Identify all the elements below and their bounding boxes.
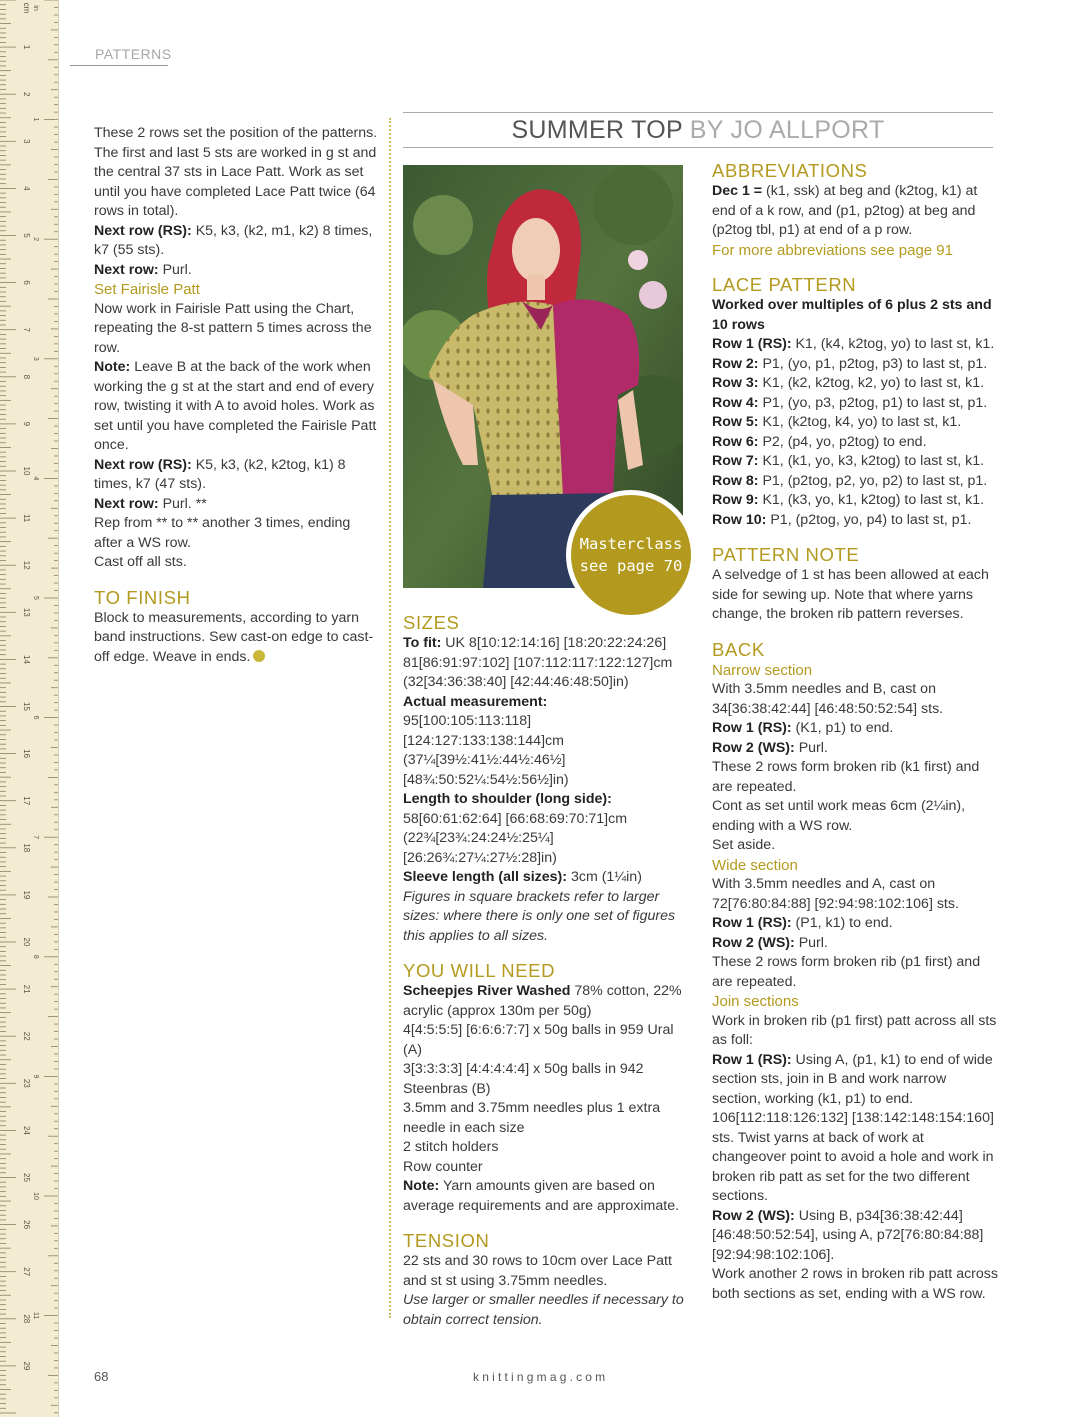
paragraph: Next row (RS): K5, k3, (k2, k2tog, k1) 8 times, k7 (47 sts). [94, 456, 346, 492]
paragraph: Row 2 (WS): Purl. [712, 934, 828, 951]
paragraph: Dec 1 = (k1, ssk) at beg and (k2tog, k1) at end of a k row, and (p1, p2tog) at beg and (p2tog tbl, p1) at end of a p row. [712, 183, 978, 238]
paragraph: With 3.5mm needles and B, cast on 34[36:38:42:44] [46:48:50:52:54] sts. [712, 681, 944, 717]
paragraph: These 2 rows form broken rib (p1 first) and are repeated. [712, 954, 981, 990]
lace-rows-list [712, 335, 998, 530]
ruler-in-number: 2 [32, 237, 39, 242]
ruler-cm-number: 11 [22, 513, 31, 523]
ruler-cm-number: 27 [22, 1267, 31, 1277]
paragraph: Row 1 (RS): (P1, k1) to end. [712, 915, 893, 931]
ruler-cm-number: 28 [22, 1314, 31, 1324]
paragraph: Row 1 (RS): Using A, (p1, k1) to end of wide section sts, join in B and work narrow section, working (k1, p1) to end. 106[112:118:126:132] [138:142:148:154:160] sts. Twist yarns at back of work at changeover point to avoid a hole and work in broken rib patt as set for the two different sections. [712, 1051, 994, 1204]
ruler-cm-number: 14 [22, 654, 31, 664]
lace-row: Row 10: P1, (p2tog, yo, p4) to last st, p1. [712, 511, 972, 528]
paragraph: Sleeve length (all sizes): 3cm (1¼in) [403, 869, 642, 885]
lace-row: Row 3: K1, (k2, k2tog, k2, yo) to last st, k1. [712, 375, 985, 391]
ruler-ticks [0, 0, 58, 1417]
heading-pattern-note: PATTERN NOTE [712, 544, 860, 565]
paragraph: Row 1 (RS): (K1, p1) to end. [712, 720, 894, 736]
ruler-cm-number: 16 [22, 749, 31, 759]
paragraph: Set aside. [712, 837, 776, 853]
column-right [712, 160, 998, 1304]
paragraph: Cast off all sts. [94, 554, 187, 570]
more-abbreviations-link[interactable]: For more abbreviations see page 91 [712, 241, 953, 259]
ruler-cm-number: 25 [22, 1173, 31, 1182]
paragraph: With 3.5mm needles and A, cast on 72[76:80:84:88] [92:94:98:102:106] sts. [712, 876, 959, 912]
column-middle [403, 612, 689, 1330]
ruler-cm-number: 4 [22, 186, 31, 191]
ruler-in-number: 6 [32, 715, 39, 720]
heading-tension: TENSION [403, 1230, 490, 1251]
pattern-title: SUMMER TOP BY JO ALLPORT [403, 112, 993, 148]
measuring-ruler [0, 0, 59, 1417]
paragraph: 3.5mm and 3.75mm needles plus 1 extra needle in each size [403, 1100, 661, 1136]
paragraph: These 2 rows set the position of the patterns. The first and last 5 sts are worked in g st and the central 37 sts in Lace Patt. Work as set until you have completed Lace Patt twice (64 rows in total). [94, 125, 378, 219]
heading-abbreviations: ABBREVIATIONS [712, 160, 868, 181]
ruler-cm-label: cm [22, 2, 31, 14]
ruler-cm-number: 3 [22, 139, 31, 144]
masterclass-badge[interactable]: Masterclass see page 70 [566, 490, 696, 620]
paragraph: Length to shoulder (long side): [403, 791, 612, 807]
ruler-cm-number: 1 [22, 44, 31, 50]
ruler-cm-number: 8 [22, 374, 31, 380]
paragraph: Worked over multiples of 6 plus 2 sts and 10 rows [712, 297, 992, 333]
paragraph: 2 stitch holders [403, 1139, 499, 1155]
paragraph: 3[3:3:3:3] [4:4:4:4:4] x 50g balls in 942 Steenbras (B) [403, 1061, 644, 1097]
paragraph: Row 2 (WS): Using B, p34[36:38:42:44] [46:48:50:52:54], using A, p72[76:80:84:88] [92:94:98:102:106]. [712, 1207, 984, 1263]
paragraph: Next row: Purl. ** [94, 495, 207, 512]
ruler-in-number: 7 [32, 835, 39, 840]
column-divider [389, 118, 391, 1318]
paragraph: Scheepjes River Washed 78% cotton, 22% acrylic (approx 130m per 50g) [403, 983, 682, 1019]
paragraph: To fit: UK 8[10:12:14:16] [18:20:22:24:26] 81[86:91:97:102] [107:112:117:122:127]cm (32[34:36:38:40] [42:44:46:48:50]in) [403, 635, 673, 690]
heading-lace-pattern: LACE PATTERN [712, 274, 857, 295]
ruler-cm-number: 13 [22, 607, 31, 617]
subheading-wide: Wide section [712, 856, 798, 874]
paragraph: Use larger or smaller needles if necessary to obtain correct tension. [403, 1292, 684, 1328]
lace-row: Row 8: P1, (p2tog, p2, yo, p2) to last st, p1. [712, 472, 988, 489]
paragraph: 4[4:5:5:5] [6:6:6:7:7] x 50g balls in 959 Ural (A) [403, 1022, 674, 1058]
lace-row: Row 6: P2, (p4, yo, p2tog) to end. [712, 433, 927, 450]
column-left [94, 124, 380, 667]
ruler-cm-number: 9 [22, 421, 31, 427]
ruler-cm-number: 7 [22, 327, 31, 332]
paragraph: 22 sts and 30 rows to 10cm over Lace Patt and st st using 3.75mm needles. [403, 1253, 672, 1289]
paragraph: Now work in Fairisle Patt using the Chart, repeating the 8-st pattern 5 times across the row. [94, 300, 372, 356]
subheading-narrow: Narrow section [712, 661, 813, 679]
lace-row: Row 2: P1, (yo, p1, p2tog, p3) to last st, p1. [712, 355, 988, 372]
ruler-cm-number: 6 [22, 280, 31, 285]
ruler-in-number: 5 [32, 596, 39, 600]
ruler-cm-number: 19 [22, 890, 31, 900]
paragraph: Note: Leave B at the back of the work when working the g st at the start and end of every row, twisting it with A to avoid holes. Work as set until you have completed the Fairisle Patt once. [94, 359, 377, 453]
heading-back: BACK [712, 638, 765, 660]
lace-row: Row 4: P1, (yo, p3, p2tog, p1) to last st, p1. [712, 394, 988, 411]
lace-row: Row 9: K1, (k3, yo, k1, k2tog) to last st, k1. [712, 492, 985, 508]
paragraph: Next row: Purl. [94, 261, 192, 278]
ruler-in-number: 3 [32, 356, 39, 361]
section-label: PATTERNS [70, 46, 168, 66]
ruler-cm-number: 29 [22, 1361, 31, 1371]
ruler-in-number: 4 [32, 476, 39, 481]
paragraph: These 2 rows form broken rib (k1 first) and are repeated. [712, 759, 980, 795]
page-number: 68 [94, 1369, 109, 1384]
ruler-in-number: 11 [32, 1311, 39, 1320]
ruler-cm-number: 22 [22, 1031, 31, 1041]
heading-sizes: SIZES [403, 612, 460, 633]
heading-to-finish: TO FINISH [94, 586, 191, 608]
ruler-in-number: 8 [32, 954, 39, 959]
ruler-cm-number: 18 [22, 843, 31, 853]
ruler-in-number: 10 [32, 1192, 39, 1200]
paragraph: Cont as set until work meas 6cm (2¼in), ending with a WS row. [712, 798, 966, 834]
ruler-cm-number: 21 [22, 984, 31, 994]
ruler-cm-number: 24 [22, 1125, 31, 1135]
ruler-in-number: 9 [32, 1074, 39, 1079]
website-url: knittingmag.com [473, 1370, 609, 1384]
heading-you-will-need: YOU WILL NEED [403, 960, 556, 981]
lace-row: Row 7: K1, (k1, yo, k3, k2tog) to last st, k1. [712, 453, 985, 469]
paragraph: Row 2 (WS): Purl. [712, 739, 828, 756]
ruler-cm-number: 2 [22, 91, 31, 97]
ruler-cm-number: 26 [22, 1220, 31, 1230]
paragraph: A selvedge of 1 st has been allowed at each side for sewing up. Note that where yarns change, the broken rib pattern reverses. [712, 567, 989, 622]
ruler-cm-number: 15 [22, 702, 31, 711]
ruler-cm-number: 10 [22, 466, 31, 476]
ruler-cm-number: 12 [22, 560, 31, 570]
ruler-cm-number: 17 [22, 796, 31, 806]
lace-row: Row 5: K1, (k2tog, k4, yo) to last st, k1. [712, 414, 962, 430]
paragraph: 58[60:61:62:64] [66:68:69:70:71]cm (22¾[23¾:24:24½:25¼] [26:26¾:27¼:27½:28]in) [403, 810, 628, 866]
paragraph: Work another 2 rows in broken rib patt across both sections as set, ending with a WS row. [712, 1266, 998, 1302]
subheading-fairisle: Set Fairisle Patt [94, 281, 200, 298]
paragraph: Note: Yarn amounts given are based on average requirements and are approximate. [403, 1178, 680, 1214]
paragraph: Rep from ** to ** another 3 times, ending after a WS row. [94, 515, 351, 551]
ruler-cm-number: 5 [22, 233, 31, 238]
paragraph: Figures in square brackets refer to larger sizes: where there is only one set of figures this applies to all sizes. [403, 888, 676, 944]
ruler-in-label: in [32, 5, 39, 11]
paragraph: 95[100:105:113:118] [124:127:133:138:144]cm (37¼[39½:41½:44½:46½] [48¾:50:52¼:54½:56½]in) [403, 713, 569, 788]
subheading-join: Join sections [712, 993, 799, 1010]
paragraph: Next row (RS): K5, k3, (k2, m1, k2) 8 times, k7 (55 sts). [94, 222, 373, 258]
yarn-ball-icon [253, 650, 265, 662]
paragraph: Work in broken rib (p1 first) patt across all sts as foll: [712, 1012, 997, 1048]
lace-row: Row 1 (RS): K1, (k4, k2tog, yo) to last st, k1. [712, 336, 995, 352]
paragraph: Row counter [403, 1158, 483, 1175]
ruler-cm-number: 20 [22, 937, 31, 947]
paragraph: Actual measurement: [403, 693, 548, 710]
paragraph: Block to measurements, according to yarn band instructions. Sew cast-on edge to cast-off edge. Weave in ends. [94, 609, 374, 665]
ruler-cm-number: 23 [22, 1078, 31, 1088]
ruler-in-number: 1 [32, 117, 39, 122]
